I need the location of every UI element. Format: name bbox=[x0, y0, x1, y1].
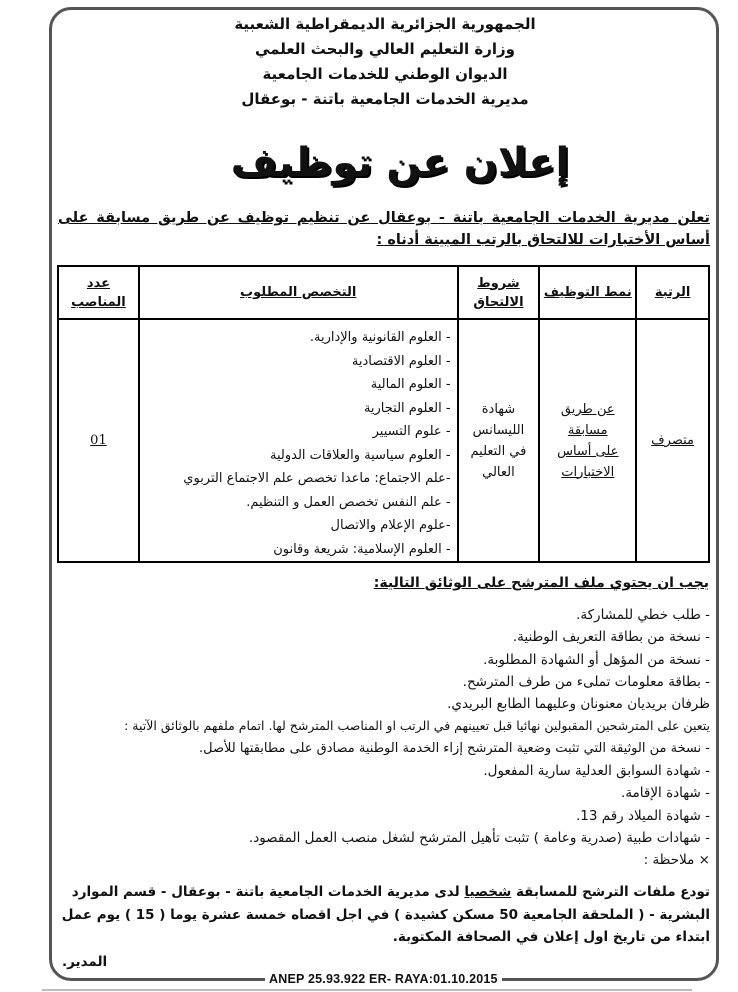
letterhead-line: وزارة التعليم العالي والبحث العلمي bbox=[254, 40, 516, 58]
documents-list bbox=[30, 604, 710, 872]
letterhead-line: مديرية الخدمات الجامعية باتنة - بوعقال bbox=[241, 90, 529, 108]
specialty-item: -علوم الإعلام والاتصال bbox=[330, 518, 451, 533]
specialty-item: - العلوم القانونية والإدارية. bbox=[309, 330, 451, 345]
header-rank: الرتبة bbox=[636, 266, 709, 319]
letterhead bbox=[150, 12, 620, 112]
document-item: - شهادة الإقامة. bbox=[621, 785, 710, 802]
specialty-item: - العلوم سياسية والعلاقات الدولية bbox=[270, 447, 451, 463]
letterhead-line: الجمهورية الجزائرية الديمقراطية الشعبية bbox=[234, 15, 536, 33]
header-specialty: التخصص المطلوب bbox=[139, 266, 458, 319]
note-emphasis: شخصيا bbox=[464, 884, 512, 900]
specialty-item: - العلوم المالية bbox=[370, 377, 451, 392]
header-conditions: شروط الالتحاق bbox=[458, 266, 540, 319]
letterhead-line: الديوان الوطني للخدمات الجامعية bbox=[262, 65, 508, 83]
bottom-divider bbox=[42, 989, 692, 991]
document-item: - شهادة السوابق العدلية سارية المفعول. bbox=[483, 763, 710, 780]
document-item: - بطاقة معلومات تملىء من طرف المترشح. bbox=[462, 673, 710, 690]
cell-rank: متصرف bbox=[636, 319, 709, 562]
cell-conditions: شهادة الليسانس في التعليم العالي bbox=[458, 319, 540, 562]
positions-table bbox=[57, 265, 710, 563]
document-item: × ملاحظة : bbox=[643, 852, 710, 869]
specialty-item: - علم النفس تخصص العمل و التنظيم. bbox=[246, 494, 451, 510]
submission-note: تودع ملفات الترشح للمسابقة شخصيا لدى مديرية الخدمات الجامعية باتنة - بوعقال - قسم الموارد البشرية - ( الملحقة الجامعية 50 مسكن كشيدة ) في اجل اقصاه خمسة عشرة يوما ( 15 ) يوم عمل ابتداء من تاريخ اول إعلان في الصحافة المكتوبة. bbox=[61, 884, 710, 945]
document-item: - نسخة من الوثيقة التي تثبت وضعية المترشح إزاء الخدمة الوطنية مصادق على مطابقتها للأصل. bbox=[198, 740, 710, 756]
document-item: - نسخة من بطاقة التعريف الوطنية. bbox=[512, 629, 710, 646]
table-header-row bbox=[58, 266, 709, 319]
intro-paragraph: تعلن مديرية الخدمات الجامعية باتنة - بوعقال عن تنظيم توظيف عن طريق مسابقة على أساس الأختبارات للالتحاق بالرتب المبينة أدناه : bbox=[58, 210, 710, 248]
cell-specialties bbox=[139, 319, 458, 562]
specialty-item: - علوم التسيير bbox=[372, 424, 451, 439]
document-item: - شهادات طبية (صدرية وعامة ) تثبت تأهيل المترشح لشغل منصب العمل المقصود. bbox=[248, 829, 710, 846]
specialty-item: - العلوم الإسلامية: شريعة وقانون bbox=[273, 541, 451, 557]
specialty-item: - العلوم التجارية bbox=[363, 400, 451, 416]
table-row bbox=[58, 319, 709, 562]
footer-reference: ANEP 25.93.922 ER- RAYA:01.10.2015 bbox=[265, 972, 502, 986]
specialty-item: -علم الاجتماع: ماعدا تخصص علم الاجتماع التربوي bbox=[183, 471, 451, 486]
page-title: إعلان عن توظيف bbox=[230, 140, 570, 186]
document-item: - طلب خطي للمشاركة. bbox=[576, 607, 710, 623]
cell-mode: عن طريق مسابقة على أساس الاختبارات bbox=[539, 319, 636, 562]
header-positions: عدد المناصب bbox=[58, 266, 139, 319]
document-item: يتعين على المترشحين المقبولين نهائيا قبل تعيينهم في الرتب او المناصب المترشح لها. اتمام ملفهم بالوثائق الآتية : bbox=[124, 718, 710, 734]
documents-title: يجب ان يحتوي ملف المترشح على الوثائق التالية: bbox=[373, 575, 709, 591]
cell-positions: 01 bbox=[58, 319, 139, 562]
document-item: ظرفان بريديان معنونان وعليهما الطابع البريدي. bbox=[447, 696, 710, 713]
specialty-item: - العلوم الاقتصادية bbox=[351, 353, 451, 369]
document-item: - شهادة الميلاد رقم 13. bbox=[575, 807, 710, 824]
header-mode: نمط التوظيف bbox=[539, 266, 636, 319]
document-item: - نسخة من المؤهل أو الشهادة المطلوبة. bbox=[483, 651, 710, 668]
signature: المدير. bbox=[62, 954, 108, 970]
